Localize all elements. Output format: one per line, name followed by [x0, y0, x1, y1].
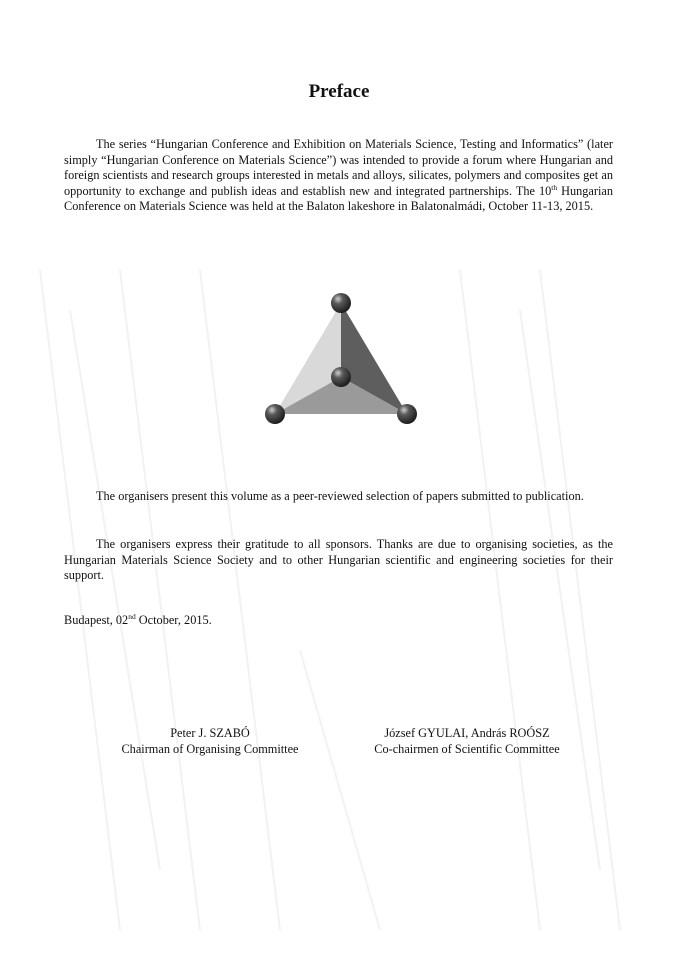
volume-paragraph: The organisers present this volume as a peer-reviewed selection of papers submitted to publication. — [96, 489, 584, 503]
signature-right-name: József GYULAI, András ROÓSZ — [384, 726, 550, 740]
tetrahedron-logo — [262, 290, 422, 430]
gratitude-paragraph: The organisers express their gratitude to all sponsors. Thanks are due to organising societies, as the Hungarian Materials Science Society and to other Hungarian scientific and engineering societies for their support. — [64, 537, 613, 582]
signature-right-role: Co-chairmen of Scientific Committee — [374, 742, 560, 756]
signature-left — [100, 725, 320, 757]
intro-paragraph: The series “Hungarian Conference and Exhibition on Materials Science, Testing and Informatics” (later simply “Hungarian Conference on Materials Science”) was intended to provide a forum where Hungarian and foreign scientists and research groups interested in metals and alloys, silicates, polymers and composites get an opportunity to exchange and publish ideas and establish new and integrated partnerships. The 10th Hungarian Conference on Materials Science was held at the Balaton lakeshore in Balatonalmádi, October 11-13, 2015. — [64, 137, 614, 213]
sphere-center — [331, 367, 351, 387]
signature-left-role: Chairman of Organising Committee — [121, 742, 299, 756]
page-title: Preface — [308, 81, 370, 102]
signature-left-name: Peter J. SZABÓ — [170, 726, 250, 740]
sphere-left — [265, 404, 285, 424]
sphere-right — [397, 404, 417, 424]
sphere-top — [331, 293, 351, 313]
signature-right — [352, 725, 582, 757]
dateline: Budapest, 02nd October, 2015. — [64, 611, 212, 627]
